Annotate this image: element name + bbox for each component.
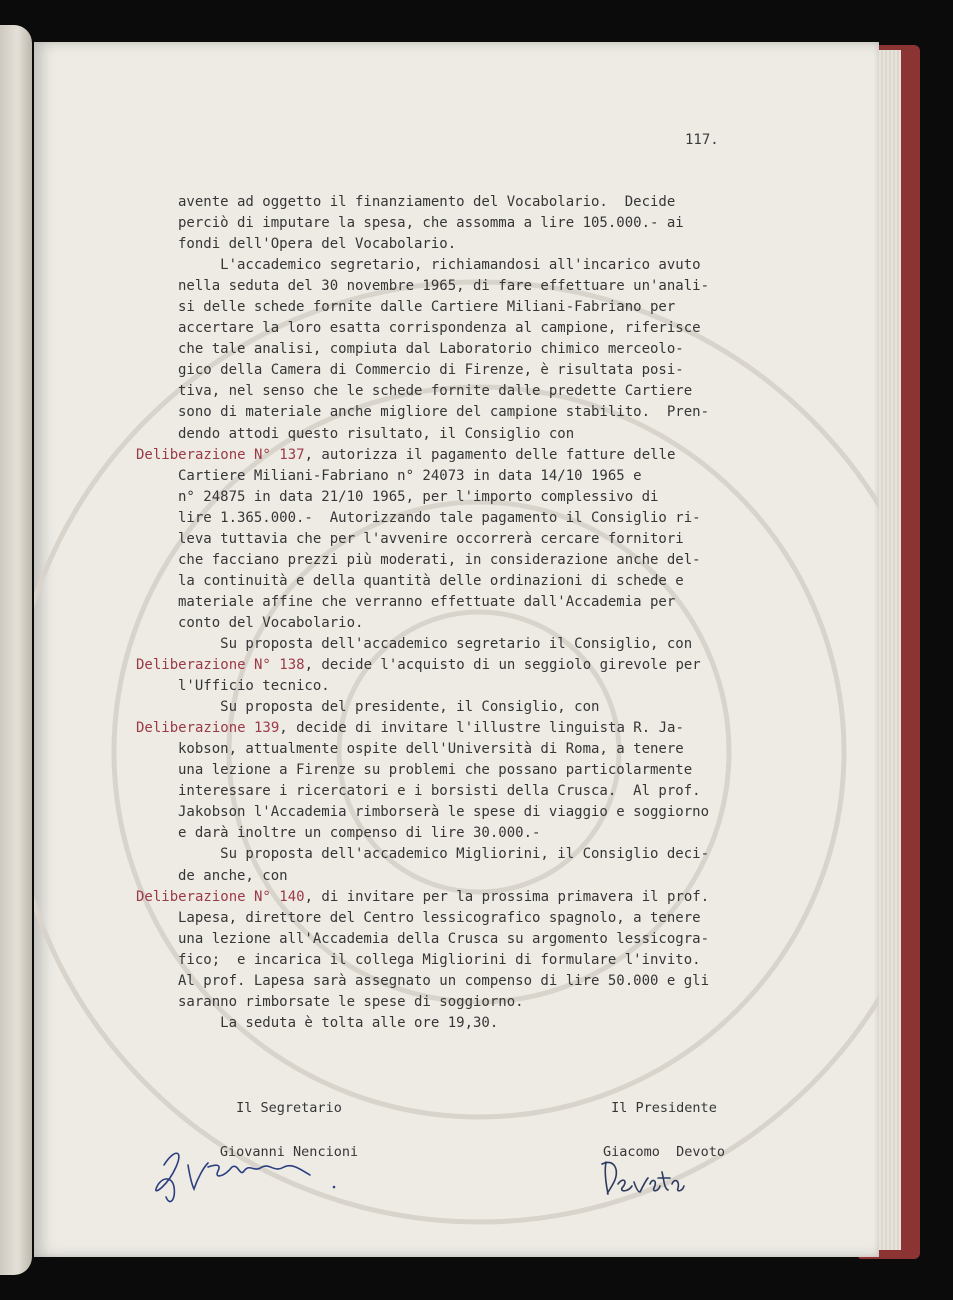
text-line xyxy=(178,402,778,423)
secretary-handwritten-signature xyxy=(144,1137,344,1207)
text-line-content: L'accademico segretario, richiamandosi all'incarico avuto xyxy=(178,257,701,274)
text-line-content: interessare i ricercatori e i borsisti della Crusca. Al prof. xyxy=(178,783,701,800)
text-line-content: Jakobson l'Accademia rimborserà le spese di viaggio e soggiorno xyxy=(178,804,710,821)
text-line-content: Su proposta dell'accademico Migliorini, il Consiglio deci- xyxy=(178,846,710,863)
page-number: 117. xyxy=(685,132,719,148)
text-line xyxy=(136,445,778,466)
text-line-content: fondi dell'Opera del Vocabolario. xyxy=(178,236,457,253)
text-line xyxy=(178,550,778,571)
text-line-content: , autorizza il pagamento delle fatture delle xyxy=(304,446,676,463)
text-line-content: de anche, con xyxy=(178,867,288,884)
text-line-content: che tale analisi, compiuta dal Laboratorio chimico merceolo- xyxy=(178,341,684,358)
text-line xyxy=(178,297,778,318)
text-line-content: materiale affine che verranno effettuate dall'Accademia per xyxy=(178,593,676,610)
text-line-content: La seduta è tolta alle ore 19,30. xyxy=(178,1014,499,1031)
text-line-content: gico della Camera di Commercio di Firenze, è risultata posi- xyxy=(178,362,684,379)
text-line-content: perciò di imputare la spesa, che assomma a lire 105.000.- ai xyxy=(178,215,684,232)
text-line xyxy=(178,929,778,950)
secretary-title: Il Segretario xyxy=(236,1100,342,1116)
text-line xyxy=(178,992,778,1013)
text-line-content: kobson, attualmente ospite dell'Università di Roma, a tenere xyxy=(178,741,684,758)
left-page-edge xyxy=(0,25,32,1275)
president-title: Il Presidente xyxy=(611,1100,717,1116)
text-line xyxy=(178,339,778,360)
text-line-content: la continuità e della quantità delle ordinazioni di schede e xyxy=(178,572,684,589)
text-line-content: Su proposta dell'accademico segretario il Consiglio, con xyxy=(178,635,693,652)
text-line-content: Al prof. Lapesa sarà assegnato un compenso di lire 50.000 e gli xyxy=(178,972,710,989)
text-line xyxy=(178,634,778,655)
president-name: Giacomo Devoto xyxy=(603,1143,725,1160)
text-line-content: nella seduta del 30 novembre 1965, di fare effettuare un'anali- xyxy=(178,278,710,295)
text-line xyxy=(178,739,778,760)
text-line xyxy=(178,234,778,255)
text-line xyxy=(178,1013,778,1034)
text-line-content: accertare la loro esatta corrispondenza al campione, riferisce xyxy=(178,320,701,337)
text-line-content: Cartiere Miliani-Fabriano n° 24073 in data 14/10 1965 e xyxy=(178,467,642,484)
text-line-content: saranno rimborsate le spese di soggiorno. xyxy=(178,993,524,1010)
text-line xyxy=(178,571,778,592)
deliberation-label: Deliberazione N° 138 xyxy=(136,657,305,674)
text-line xyxy=(178,592,778,613)
text-line-content: , decide l'acquisto di un seggiolo girevole per xyxy=(304,657,701,674)
text-line-content: e darà inoltre un compenso di lire 30.000.- xyxy=(178,825,541,842)
text-line-content: sono di materiale anche migliore del campione stabilito. Pren- xyxy=(178,404,710,421)
text-line xyxy=(136,887,778,908)
text-line xyxy=(136,718,778,739)
text-line xyxy=(178,613,778,634)
text-line xyxy=(178,276,778,297)
text-line xyxy=(178,213,778,234)
text-line xyxy=(178,950,778,971)
text-line-content: n° 24875 in data 21/10 1965, per l'importo complessivo di xyxy=(178,488,659,505)
text-line xyxy=(178,192,778,213)
text-line-content: , di invitare per la prossima primavera il prof. xyxy=(304,888,710,905)
text-line xyxy=(136,655,778,676)
text-line xyxy=(178,318,778,339)
text-line xyxy=(178,487,778,508)
text-line xyxy=(178,424,778,445)
text-line xyxy=(178,255,778,276)
text-line xyxy=(178,844,778,865)
text-line-content: lire 1.365.000.- Autorizzando tale pagamento il Consiglio ri- xyxy=(178,509,701,526)
text-line-content: leva tuttavia che per l'avvenire occorrerà cercare fornitori xyxy=(178,530,684,547)
text-line-content: si delle schede fornite dalle Cartiere Miliani-Fabriano per xyxy=(178,299,676,316)
text-line xyxy=(178,360,778,381)
text-line-content: dendo attodi questo risultato, il Consiglio con xyxy=(178,425,575,442)
text-line-content: conto del Vocabolario. xyxy=(178,614,364,631)
text-line xyxy=(178,971,778,992)
text-line-content: Su proposta del presidente, il Consiglio, con xyxy=(178,699,600,716)
text-line xyxy=(178,823,778,844)
text-line-content: una lezione a Firenze su problemi che possano particolarmente xyxy=(178,762,693,779)
text-line xyxy=(178,676,778,697)
text-line xyxy=(178,866,778,887)
deliberation-label: Deliberazione N° 140 xyxy=(136,888,305,905)
text-line-content: tiva, nel senso che le schede fornite dalle predette Cartiere xyxy=(178,383,693,400)
president-handwritten-signature xyxy=(594,1152,704,1202)
secretary-name: Giovanni Nencioni xyxy=(219,1143,359,1160)
text-line xyxy=(178,697,778,718)
text-line xyxy=(178,781,778,802)
text-line xyxy=(178,760,778,781)
text-line-content: fico; e incarica il collega Migliorini di formulare l'invito. xyxy=(178,951,701,968)
deliberation-label: Deliberazione 139 xyxy=(136,720,280,737)
deliberation-label: Deliberazione N° 137 xyxy=(136,446,305,463)
text-line xyxy=(178,508,778,529)
document-page xyxy=(34,42,879,1257)
text-line xyxy=(178,466,778,487)
text-line xyxy=(178,381,778,402)
text-line xyxy=(178,908,778,929)
text-line-content: una lezione all'Accademia della Crusca su argomento lessicogra- xyxy=(178,930,710,947)
text-line-content: , decide di invitare l'illustre linguista R. Ja- xyxy=(279,720,684,737)
text-line xyxy=(178,529,778,550)
text-line-content: avente ad oggetto il finanziamento del Vocabolario. Decide xyxy=(178,194,676,210)
minutes-text xyxy=(136,192,778,1034)
text-line-content: che facciano prezzi più moderati, in considerazione anche del- xyxy=(178,551,701,568)
text-line-content: l'Ufficio tecnico. xyxy=(178,678,330,695)
text-line-content: Lapesa, direttore del Centro lessicografico spagnolo, a tenere xyxy=(178,909,701,926)
text-line xyxy=(178,802,778,823)
